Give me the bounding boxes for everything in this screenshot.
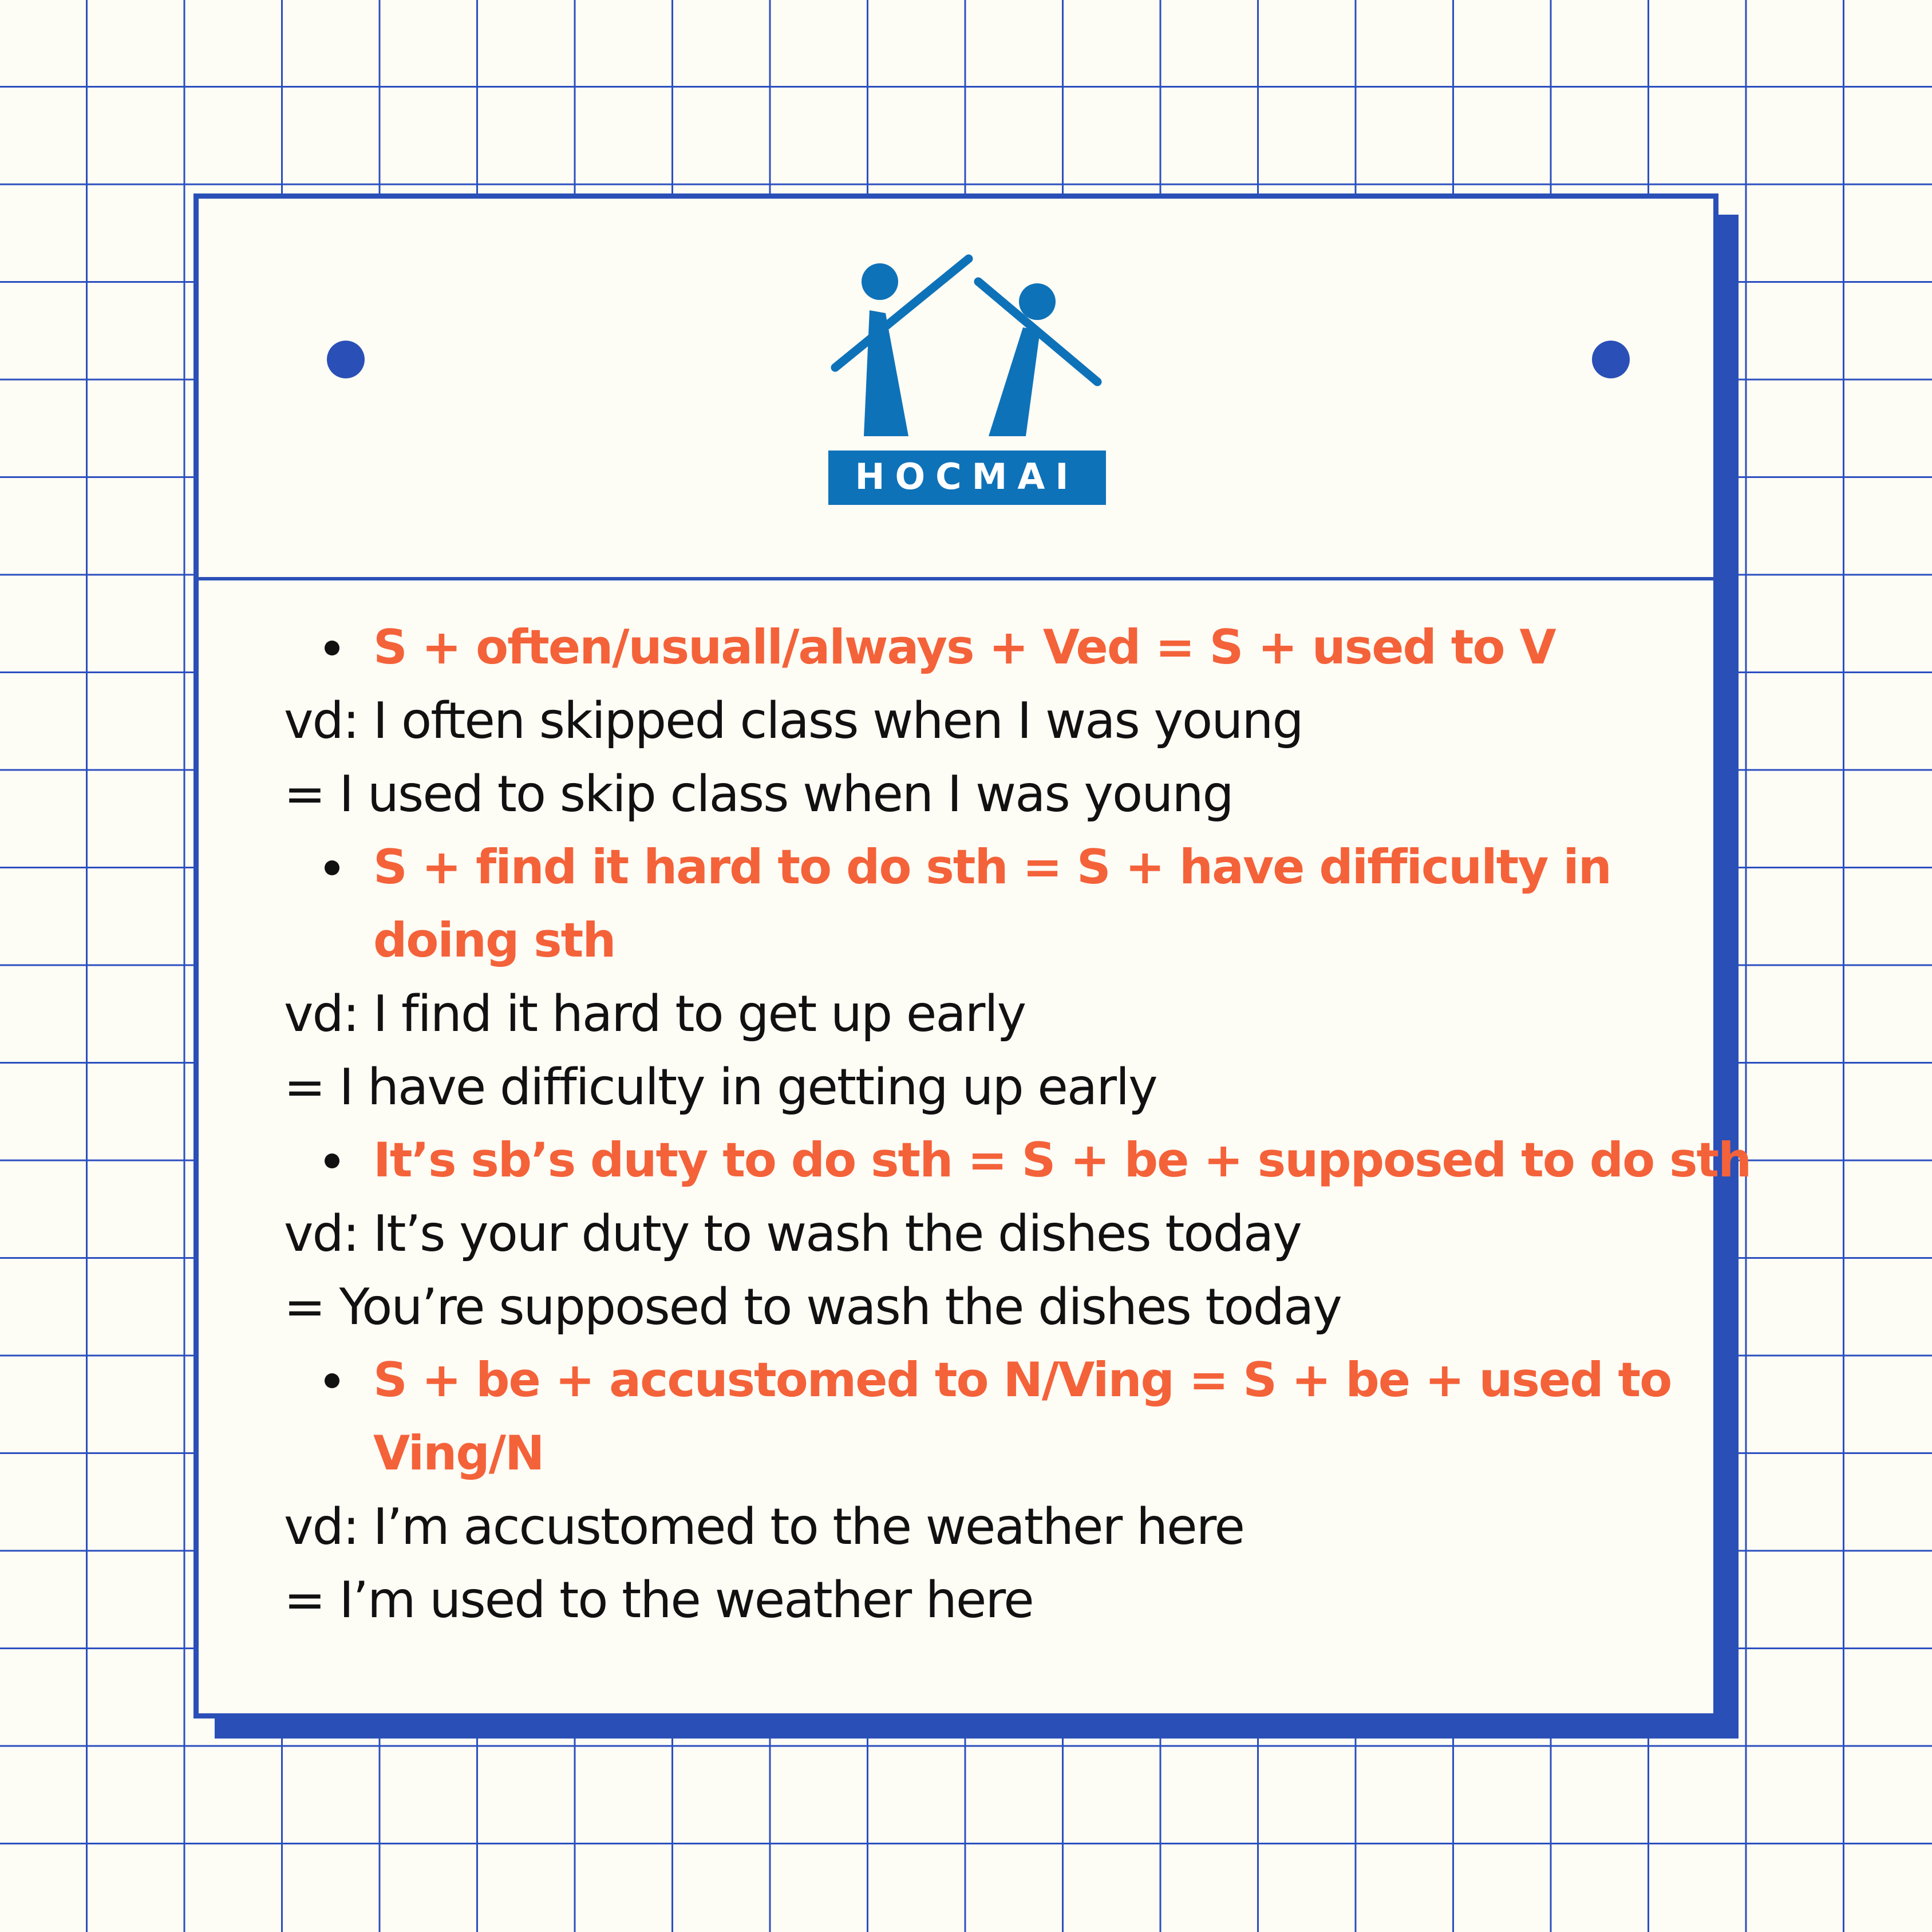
rule-4-example: vd: I’m accustomed to the weather here [284,1498,1244,1556]
rule-3-example: vd: It’s your duty to wash the dishes today [284,1204,1301,1263]
rule-4-line-2: Ving/N [373,1425,544,1481]
bullet-icon [325,860,339,875]
rule-4-equivalent: = I’m used to the weather here [284,1571,1033,1629]
bullet-icon [325,1153,339,1168]
rule-text: S + be + accustomed to N/Ving = S + be + used to [373,1352,1672,1408]
rule-3-line-1 [199,1124,1751,1197]
rule-text: S + find it hard to do sth = S + have difficulty in [373,839,1611,895]
hocmai-logo [828,247,1106,511]
rule-4-line-1 [199,1344,1713,1417]
rule-2-line-1 [199,831,1713,904]
bullet-icon [325,641,339,655]
rule-2-equivalent: = I have difficulty in getting up early [284,1058,1157,1116]
rule-1-equivalent: = I used to skip class when I was young [284,765,1233,823]
svg-text:HOCMAI: HOCMAI [855,456,1079,497]
grammar-list [199,611,1751,1637]
rule-text: It’s sb’s duty to do sth = S + be + supposed to do sth [373,1132,1751,1188]
rule-2-line-2: doing sth [373,912,615,968]
content-card [193,193,1751,1718]
card-header [199,199,1713,580]
rule-1-example: vd: I often skipped class when I was young [284,692,1303,750]
rule-1-line-1 [199,611,1713,684]
bullet-icon [325,1373,339,1388]
rule-text: S + often/usuall/always + Ved = S + used to V [373,619,1555,675]
pin-dot-left [327,341,365,378]
rule-2-example: vd: I find it hard to get up early [284,985,1026,1043]
rule-3-equivalent: = You’re supposed to wash the dishes today [284,1278,1341,1336]
pin-dot-right [1592,341,1630,378]
